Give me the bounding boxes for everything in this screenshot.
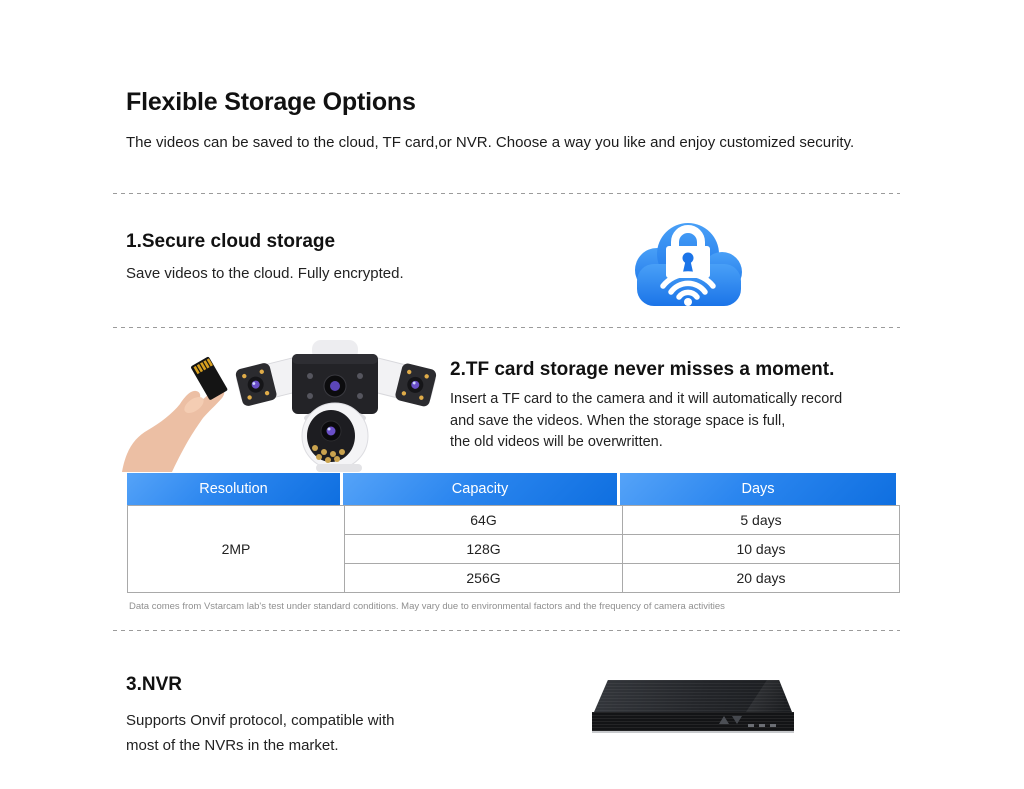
storage-table	[127, 473, 896, 593]
cloud-lock-wifi-icon	[613, 208, 763, 314]
table-footnote: Data comes from Vstarcam lab's test under standard conditions. May vary due to environmental factors and the frequency of camera activities	[129, 601, 725, 612]
divider	[113, 630, 900, 631]
nvr-vent-marks	[719, 716, 742, 724]
cloud-section-body: Save videos to the cloud. Fully encrypted.	[126, 265, 404, 282]
cloud-section-heading: 1.Secure cloud storage	[126, 231, 336, 252]
tf-section-body	[450, 389, 842, 454]
resolution-cell: 2MP	[128, 506, 345, 593]
tf-body-line-2: and save the videos. When the storage space is full,	[450, 412, 786, 429]
camera-shape	[235, 340, 438, 472]
triangle-mark	[719, 716, 729, 724]
page-title: Flexible Storage Options	[126, 88, 416, 116]
storage-table-header	[127, 473, 896, 505]
nvr-section-heading: 3.NVR	[126, 674, 182, 695]
capacity-cell: 64G	[345, 506, 623, 535]
triangle-mark	[732, 716, 742, 724]
nvr-indicator-dots	[748, 724, 776, 727]
nvr-body-line-1: Supports Onvif protocol, compatible with	[126, 712, 395, 729]
table-header-resolution: Resolution	[127, 473, 343, 505]
page-subtitle: The videos can be saved to the cloud, TF card,or NVR. Choose a way you like and enjoy customized security.	[126, 134, 855, 151]
capacity-cell: 128G	[345, 535, 623, 564]
tf-body-line-1: Insert a TF card to the camera and it will automatically record	[450, 391, 843, 407]
days-cell: 5 days	[623, 506, 900, 535]
table-header-capacity: Capacity	[343, 473, 620, 505]
hand-tf-card-camera-image	[120, 334, 454, 472]
tf-body-line-3: the old videos will be overwritten.	[450, 434, 663, 450]
nvr-base-edge	[592, 731, 794, 733]
days-cell: 10 days	[623, 535, 900, 564]
nvr-section-body	[126, 708, 394, 758]
table-row	[128, 506, 900, 535]
nvr-device-image	[592, 680, 794, 736]
nvr-front-panel	[592, 712, 794, 731]
capacity-cell: 256G	[345, 564, 623, 593]
tf-section-heading: 2.TF card storage never misses a moment.	[450, 359, 835, 380]
days-cell: 20 days	[623, 564, 900, 593]
storage-table-body	[127, 505, 900, 593]
hand-shape	[122, 388, 224, 472]
divider	[113, 327, 900, 328]
nvr-body-line-2: most of the NVRs in the market.	[126, 737, 339, 754]
divider	[113, 193, 900, 194]
table-header-days: Days	[620, 473, 896, 505]
